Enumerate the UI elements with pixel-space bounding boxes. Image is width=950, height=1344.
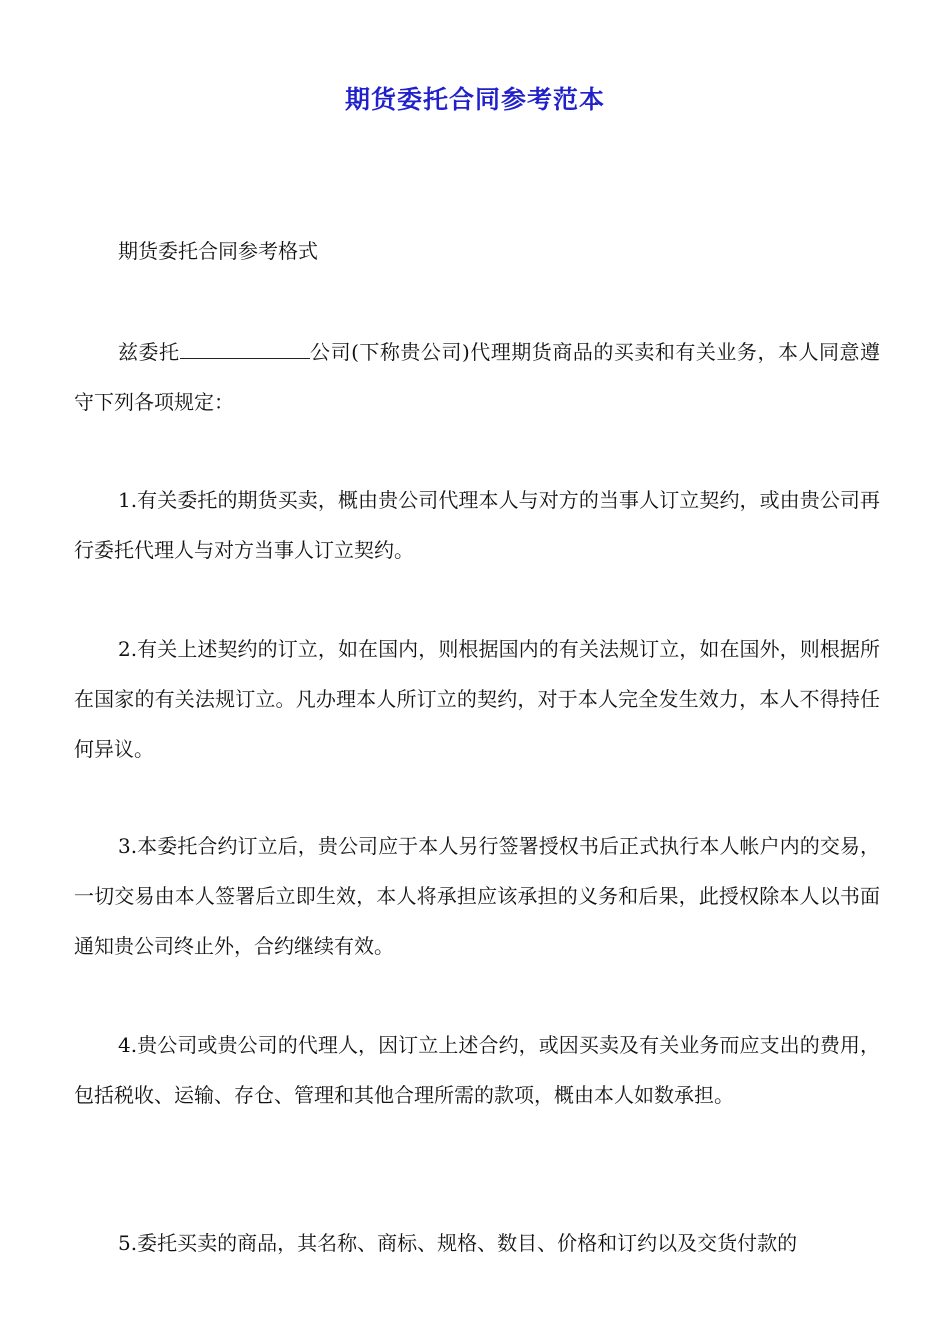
clause-3: 3.本委托合约订立后，贵公司应于本人另行签署授权书后正式执行本人帐户内的交易，一切交易由本人签署后立即生效，本人将承担应该承担的义务和后果，此授权除本人以书面通知贵公司终止外，合约继续有效。 [74, 834, 880, 958]
blank-line [180, 340, 310, 359]
clause-1: 1.有关委托的期货买卖，概由贵公司代理本人与对方的当事人订立契约，或由贵公司再行委托代理人与对方当事人订立契约。 [74, 488, 880, 562]
document-title: 期货委托合同参考范本 [344, 85, 605, 114]
intro-paragraph [74, 327, 880, 427]
clause-4: 4.贵公司或贵公司的代理人，因订立上述合约，或因买卖及有关业务而应支出的费用，包括税收、运输、存仓、管理和其他合理所需的款项，概由本人如数承担。 [74, 1033, 880, 1107]
intro-text-before: 兹委托 [118, 340, 180, 364]
clause-5: 5.委托买卖的商品，其名称、商标、规格、数目、价格和订约以及交货付款的 [118, 1231, 798, 1255]
subtitle: 期货委托合同参考格式 [118, 239, 318, 263]
clause-2: 2.有关上述契约的订立，如在国内，则根据国内的有关法规订立，如在国外，则根据所在国家的有关法规订立。凡办理本人所订立的契约，对于本人完全发生效力，本人不得持任何异议。 [74, 637, 880, 761]
intro-text-after: 公司(下称贵公司)代理期货商品的买卖和有关业务，本人同意遵守下列各项规定： [74, 340, 881, 414]
